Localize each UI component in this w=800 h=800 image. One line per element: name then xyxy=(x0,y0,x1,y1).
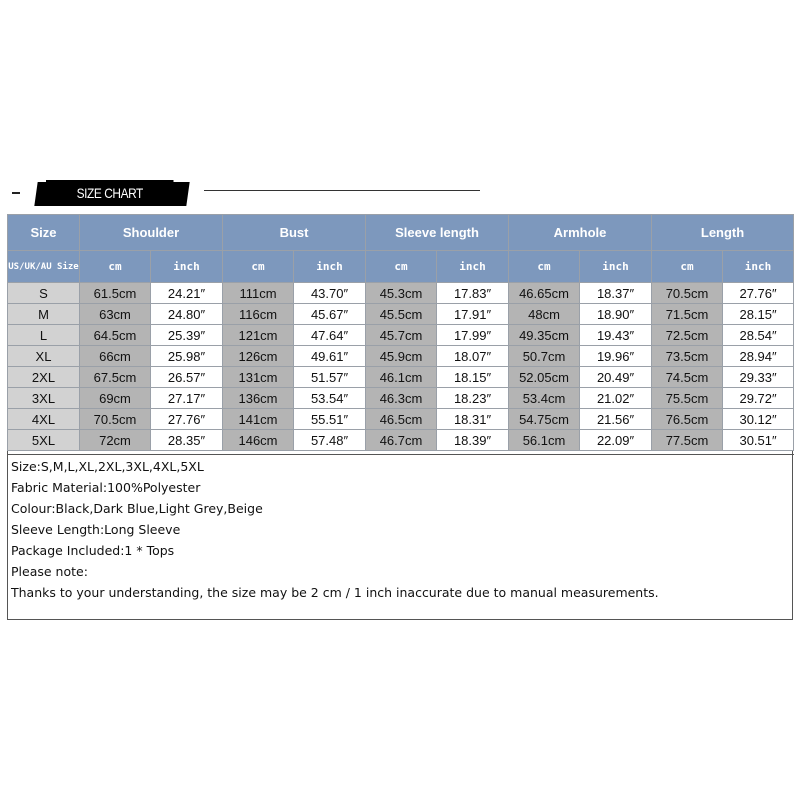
size-chart-sheet xyxy=(7,214,793,620)
note-line: Size:S,M,L,XL,2XL,3XL,4XL,5XL xyxy=(11,459,204,474)
product-notes xyxy=(8,456,788,603)
note-line: Colour:Black,Dark Blue,Light Grey,Beige xyxy=(11,501,263,516)
inch-cell: 30.12″ xyxy=(723,409,794,430)
cm-cell: 46.7cm xyxy=(366,430,437,451)
inch-cell: 19.43″ xyxy=(580,325,652,346)
cm-cell: 46.1cm xyxy=(366,367,437,388)
unit-inch: inch xyxy=(294,251,366,283)
cm-cell: 141cm xyxy=(223,409,294,430)
size-cell: 4XL xyxy=(8,409,80,430)
inch-cell: 21.02″ xyxy=(580,388,652,409)
cm-cell: 74.5cm xyxy=(652,367,723,388)
unit-cm: cm xyxy=(366,251,437,283)
inch-cell: 43.70″ xyxy=(294,283,366,304)
size-header: Size xyxy=(8,215,80,251)
unit-inch: inch xyxy=(437,251,509,283)
unit-cm: cm xyxy=(652,251,723,283)
size-cell: 5XL xyxy=(8,430,80,451)
size-row xyxy=(8,388,794,409)
cm-cell: 45.3cm xyxy=(366,283,437,304)
unit-header-row xyxy=(8,251,794,283)
size-cell: XL xyxy=(8,346,80,367)
inch-cell: 57.48″ xyxy=(294,430,366,451)
inch-cell: 17.91″ xyxy=(437,304,509,325)
group-header-bust: Bust xyxy=(223,215,366,251)
inch-cell: 47.64″ xyxy=(294,325,366,346)
note-line: Fabric Material:100%Polyester xyxy=(11,480,201,495)
cm-cell: 146cm xyxy=(223,430,294,451)
inch-cell: 29.33″ xyxy=(723,367,794,388)
unit-inch: inch xyxy=(580,251,652,283)
group-header-armhole: Armhole xyxy=(509,215,652,251)
inch-cell: 28.15″ xyxy=(723,304,794,325)
inch-cell: 27.76″ xyxy=(151,409,223,430)
group-header-length: Length xyxy=(652,215,794,251)
size-row xyxy=(8,304,794,325)
cm-cell: 64.5cm xyxy=(80,325,151,346)
cm-cell: 54.75cm xyxy=(509,409,580,430)
cm-cell: 136cm xyxy=(223,388,294,409)
inch-cell: 27.17″ xyxy=(151,388,223,409)
size-row xyxy=(8,283,794,304)
cm-cell: 46.3cm xyxy=(366,388,437,409)
notes-divider xyxy=(8,454,794,455)
cm-cell: 77.5cm xyxy=(652,430,723,451)
cm-cell: 70.5cm xyxy=(80,409,151,430)
inch-cell: 18.31″ xyxy=(437,409,509,430)
cm-cell: 71.5cm xyxy=(652,304,723,325)
inch-cell: 29.72″ xyxy=(723,388,794,409)
note-line: Package Included:1 * Tops xyxy=(11,543,175,558)
size-region-header: US/UK/AU Size xyxy=(8,251,80,283)
size-cell: 3XL xyxy=(8,388,80,409)
cm-cell: 45.5cm xyxy=(366,304,437,325)
unit-cm: cm xyxy=(80,251,151,283)
cm-cell: 72cm xyxy=(80,430,151,451)
inch-cell: 25.98″ xyxy=(151,346,223,367)
inch-cell: 24.21″ xyxy=(151,283,223,304)
inch-cell: 53.54″ xyxy=(294,388,366,409)
inch-cell: 28.94″ xyxy=(723,346,794,367)
unit-cm: cm xyxy=(509,251,580,283)
inch-cell: 24.80″ xyxy=(151,304,223,325)
cm-cell: 76.5cm xyxy=(652,409,723,430)
inch-cell: 30.51″ xyxy=(723,430,794,451)
inch-cell: 28.54″ xyxy=(723,325,794,346)
size-row xyxy=(8,367,794,388)
note-line: Thanks to your understanding, the size may be 2 cm / 1 inch inaccurate due to manual measurements. xyxy=(11,585,659,600)
cm-cell: 72.5cm xyxy=(652,325,723,346)
cm-cell: 52.05cm xyxy=(509,367,580,388)
inch-cell: 49.61″ xyxy=(294,346,366,367)
cm-cell: 131cm xyxy=(223,367,294,388)
size-cell: S xyxy=(8,283,80,304)
header-dash xyxy=(12,192,20,194)
cm-cell: 116cm xyxy=(223,304,294,325)
cm-cell: 73.5cm xyxy=(652,346,723,367)
size-chart-header xyxy=(8,179,488,209)
size-row xyxy=(8,346,794,367)
cm-cell: 66cm xyxy=(80,346,151,367)
cm-cell: 53.4cm xyxy=(509,388,580,409)
cm-cell: 126cm xyxy=(223,346,294,367)
cm-cell: 69cm xyxy=(80,388,151,409)
inch-cell: 28.35″ xyxy=(151,430,223,451)
cm-cell: 61.5cm xyxy=(80,283,151,304)
cm-cell: 70.5cm xyxy=(652,283,723,304)
size-chart-badge: SIZE CHART xyxy=(46,180,174,206)
size-cell: 2XL xyxy=(8,367,80,388)
inch-cell: 26.57″ xyxy=(151,367,223,388)
cm-cell: 46.65cm xyxy=(509,283,580,304)
group-header-shoulder: Shoulder xyxy=(80,215,223,251)
cm-cell: 111cm xyxy=(223,283,294,304)
inch-cell: 55.51″ xyxy=(294,409,366,430)
inch-cell: 19.96″ xyxy=(580,346,652,367)
cm-cell: 63cm xyxy=(80,304,151,325)
inch-cell: 27.76″ xyxy=(723,283,794,304)
inch-cell: 18.15″ xyxy=(437,367,509,388)
inch-cell: 20.49″ xyxy=(580,367,652,388)
cm-cell: 67.5cm xyxy=(80,367,151,388)
unit-inch: inch xyxy=(151,251,223,283)
cm-cell: 45.9cm xyxy=(366,346,437,367)
note-line: Please note: xyxy=(11,564,88,579)
cm-cell: 50.7cm xyxy=(509,346,580,367)
size-cell: M xyxy=(8,304,80,325)
size-cell: L xyxy=(8,325,80,346)
inch-cell: 25.39″ xyxy=(151,325,223,346)
header-rule xyxy=(204,190,480,191)
inch-cell: 22.09″ xyxy=(580,430,652,451)
inch-cell: 51.57″ xyxy=(294,367,366,388)
inch-cell: 18.39″ xyxy=(437,430,509,451)
group-header-row xyxy=(8,215,794,251)
inch-cell: 45.67″ xyxy=(294,304,366,325)
cm-cell: 48cm xyxy=(509,304,580,325)
size-row xyxy=(8,325,794,346)
inch-cell: 17.83″ xyxy=(437,283,509,304)
inch-cell: 18.90″ xyxy=(580,304,652,325)
cm-cell: 56.1cm xyxy=(509,430,580,451)
note-line: Sleeve Length:Long Sleeve xyxy=(11,522,181,537)
inch-cell: 21.56″ xyxy=(580,409,652,430)
size-row xyxy=(8,409,794,430)
inch-cell: 18.07″ xyxy=(437,346,509,367)
cm-cell: 121cm xyxy=(223,325,294,346)
size-row xyxy=(8,430,794,451)
cm-cell: 49.35cm xyxy=(509,325,580,346)
cm-cell: 45.7cm xyxy=(366,325,437,346)
unit-cm: cm xyxy=(223,251,294,283)
size-chart-table xyxy=(7,214,794,451)
inch-cell: 18.37″ xyxy=(580,283,652,304)
inch-cell: 17.99″ xyxy=(437,325,509,346)
group-header-sleeve-length: Sleeve length xyxy=(366,215,509,251)
unit-inch: inch xyxy=(723,251,794,283)
cm-cell: 46.5cm xyxy=(366,409,437,430)
cm-cell: 75.5cm xyxy=(652,388,723,409)
inch-cell: 18.23″ xyxy=(437,388,509,409)
